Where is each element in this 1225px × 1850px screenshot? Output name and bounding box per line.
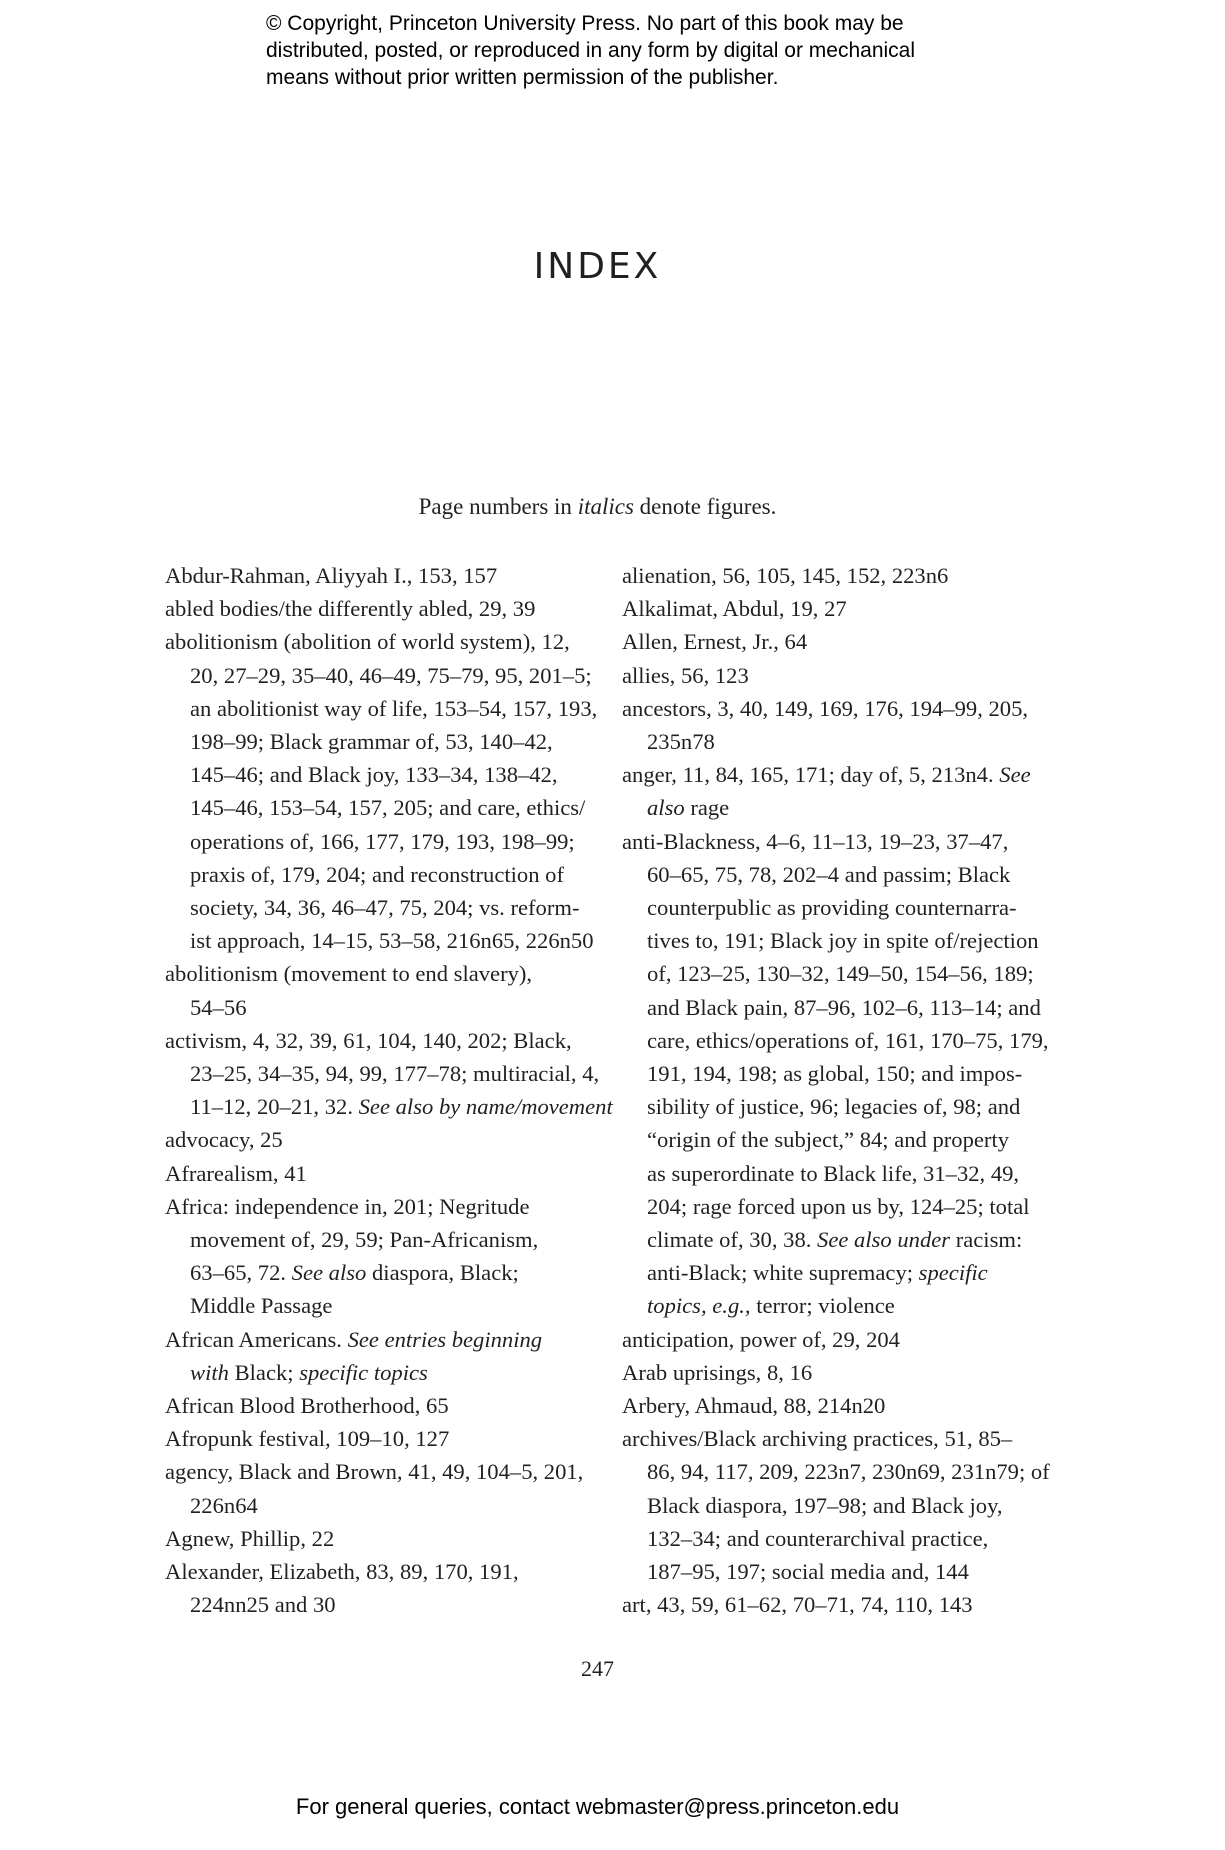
index-entry-line (622, 1389, 1042, 1422)
entry-text: rage (684, 795, 730, 821)
index-entry-line (622, 957, 1042, 990)
index-entry (165, 1522, 585, 1555)
index-entry-line (622, 1555, 1042, 1588)
entry-text: 132–34; and counterarchival practice, (647, 1525, 989, 1551)
entry-text: Arbery, Ahmaud, 88, 214n20 (622, 1393, 886, 1419)
index-entry-line (165, 559, 585, 592)
entry-text: 63–65, 72. (190, 1260, 292, 1286)
index-entry-line (622, 592, 1042, 625)
entry-text: care, ethics/operations of, 161, 170–75, 179, (647, 1027, 1049, 1053)
index-entry-line (622, 659, 1042, 692)
index-entry-line (622, 1223, 1042, 1256)
entry-text: 11–12, 20–21, 32. (190, 1094, 359, 1120)
entry-text: counterpublic as providing counternarra- (647, 895, 1017, 921)
entry-text: Alexander, Elizabeth, 83, 89, 170, 191, (165, 1559, 519, 1585)
index-entry-line (165, 1489, 585, 1522)
copyright-line: © Copyright, Princeton University Press. No part of this book may be (266, 12, 904, 35)
index-entry-line (622, 1323, 1042, 1356)
entry-text: Afropunk festival, 109–10, 127 (165, 1426, 450, 1452)
entry-text: terror; violence (750, 1293, 895, 1319)
entry-text: 86, 94, 117, 209, 223n7, 230n69, 231n79; of (647, 1459, 1050, 1485)
entry-text: advocacy, 25 (165, 1127, 283, 1153)
index-entry-line (622, 1256, 1042, 1289)
entry-text: racism: (950, 1227, 1023, 1253)
entry-text: ist approach, 14–15, 53–58, 216n65, 226n50 (190, 928, 594, 954)
index-entry-line (165, 957, 585, 990)
index-entry-line (165, 1024, 585, 1057)
entry-text: anticipation, power of, 29, 204 (622, 1326, 900, 1352)
entry-text: ancestors, 3, 40, 149, 169, 176, 194–99, 205, (622, 695, 1029, 721)
entry-text: African Americans. (165, 1326, 348, 1352)
note-before: Page numbers in (418, 494, 578, 519)
page-number: 247 (581, 1656, 614, 1681)
entry-text: 54–56 (190, 994, 247, 1020)
index-entry (622, 625, 1042, 658)
entry-text: anti-Blackness, 4–6, 11–13, 19–23, 37–47, (622, 828, 1009, 854)
index-entry-line (622, 924, 1042, 957)
index-entry-line (165, 758, 585, 791)
index-entry-line (165, 725, 585, 758)
index-entry-line (622, 891, 1042, 924)
index-entry (622, 659, 1042, 692)
index-entry (165, 1455, 585, 1521)
index-entry-line (165, 891, 585, 924)
entry-text: diaspora, Black; (366, 1260, 519, 1286)
index-entry-line (165, 1555, 585, 1588)
index-entry-line (622, 1522, 1042, 1555)
index-entry-line (622, 725, 1042, 758)
entry-text: anti-Black; white supremacy; (647, 1260, 919, 1286)
index-entry (622, 559, 1042, 592)
index-entry-line (622, 1455, 1050, 1488)
index-entry-line (622, 692, 1042, 725)
index-entry (622, 758, 1042, 824)
index-entry (165, 1422, 585, 1455)
entry-text: as superordinate to Black life, 31–32, 49, (647, 1160, 1020, 1186)
entry-text: alienation, 56, 105, 145, 152, 223n6 (622, 563, 949, 588)
index-entry-line (622, 1157, 1042, 1190)
entry-text: operations of, 166, 177, 179, 193, 198–99; (190, 828, 575, 854)
entry-text: movement of, 29, 59; Pan-Africanism, (190, 1227, 539, 1253)
entry-text: Black diaspora, 197–98; and Black joy, (647, 1492, 1003, 1518)
index-entry-line (165, 1256, 585, 1289)
index-entry-line (165, 1057, 600, 1090)
note-after: denote figures. (633, 494, 777, 519)
index-entry (622, 692, 1042, 758)
index-entry (165, 1157, 585, 1190)
index-entry-line (622, 1356, 1042, 1389)
index-entry-line (165, 858, 585, 891)
copyright-notice (266, 10, 1026, 91)
index-entry (165, 592, 585, 625)
index-entry-line (622, 1090, 1042, 1123)
italic-text: topics, e.g., (647, 1293, 751, 1319)
entry-text: climate of, 30, 38. (647, 1227, 818, 1253)
index-entry (622, 1422, 1050, 1588)
index-entry (622, 1323, 1042, 1356)
entry-text: abolitionism (abolition of world system), 12, (165, 629, 570, 655)
index-entry-line (165, 825, 585, 858)
index-entry (165, 1024, 613, 1124)
italic-text: See also under (817, 1227, 951, 1253)
entry-text: 145–46; and Black joy, 133–34, 138–42, (190, 762, 558, 788)
entry-text: 145–46, 153–54, 157, 205; and care, ethics/ (190, 795, 586, 821)
entry-text: Allen, Ernest, Jr., 64 (622, 629, 808, 655)
index-entry-line (622, 625, 1042, 658)
entry-text: allies, 56, 123 (622, 662, 749, 688)
index-column-right (622, 559, 1050, 1622)
index-entry (165, 1123, 585, 1156)
entry-text: activism, 4, 32, 39, 61, 104, 140, 202; Black, (165, 1027, 572, 1053)
entry-text: abled bodies/the differently abled, 29, 39 (165, 596, 536, 622)
italic-text: specific topics (299, 1359, 428, 1385)
index-entry-line (622, 825, 1042, 858)
entry-text: 23–25, 34–35, 94, 99, 177–78; multiracial, 4, (190, 1061, 600, 1087)
entry-text: of, 123–25, 130–32, 149–50, 154–56, 189; (647, 961, 1034, 987)
index-entry (165, 625, 598, 957)
index-entry-line (622, 1057, 1042, 1090)
index-entry (622, 1389, 1042, 1422)
entry-text: Arab uprisings, 8, 16 (622, 1359, 813, 1385)
entry-text: Agnew, Phillip, 22 (165, 1525, 335, 1551)
index-entry-line (622, 791, 1042, 824)
index-entry (165, 1190, 585, 1323)
index-entry-line (165, 1422, 585, 1455)
index-entry-line (165, 1157, 585, 1190)
index-entry-line (165, 1190, 585, 1223)
entry-text: African Blood Brotherhood, 65 (165, 1393, 449, 1419)
entry-text: and Black pain, 87–96, 102–6, 113–14; and (647, 994, 1041, 1020)
index-entry-line (165, 1389, 585, 1422)
index-entry-line (165, 625, 585, 658)
index-entry (165, 957, 585, 1023)
entry-text: 204; rage forced upon us by, 124–25; total (647, 1193, 1030, 1219)
entry-text: tives to, 191; Black joy in spite of/rejection (647, 928, 1039, 954)
entry-text: Alkalimat, Abdul, 19, 27 (622, 596, 847, 622)
note-italic: italics (577, 494, 634, 519)
entry-text: 191, 194, 198; as global, 150; and impos- (647, 1061, 1023, 1087)
entry-text: art, 43, 59, 61–62, 70–71, 74, 110, 143 (622, 1592, 973, 1618)
index-entry (165, 559, 585, 592)
italic-text: with (190, 1359, 229, 1385)
entry-text: 187–95, 197; social media and, 144 (647, 1559, 969, 1585)
index-entry-line (165, 1289, 585, 1322)
entry-text: anger, 11, 84, 165, 171; day of, 5, 213n4. (622, 762, 1000, 788)
italic-text: also (647, 795, 685, 821)
entry-text: archives/Black archiving practices, 51, 85– (622, 1426, 1013, 1452)
entry-text: Abdur-Rahman, Aliyyah I., 153, 157 (165, 563, 498, 588)
entry-text: Middle Passage (190, 1293, 333, 1319)
entry-text: sibility of justice, 96; legacies of, 98; and (647, 1094, 1021, 1120)
italics-note (0, 494, 1195, 520)
index-entry (165, 1389, 585, 1422)
index-entry-line (165, 1123, 585, 1156)
entry-text: 224nn25 and 30 (190, 1592, 336, 1618)
index-entry (622, 825, 1049, 1323)
entry-text: agency, Black and Brown, 41, 49, 104–5, 201, (165, 1459, 584, 1485)
italic-text: See also (291, 1260, 367, 1286)
index-entry-line (165, 1223, 585, 1256)
index-entry-line (622, 1489, 1042, 1522)
index-entry-line (622, 1024, 1049, 1057)
italic-text: See (999, 762, 1031, 788)
index-entry (622, 592, 1042, 625)
italic-text: See also by name/movement (358, 1094, 613, 1120)
entry-text: praxis of, 179, 204; and reconstruction of (190, 861, 564, 887)
entry-text: Africa: independence in, 201; Negritude (165, 1193, 530, 1219)
index-entry-line (622, 1588, 1042, 1621)
index-entry-line (165, 592, 585, 625)
index-entry-line (165, 1455, 585, 1488)
index-entry-line (622, 559, 1042, 592)
index-entry-line (165, 1323, 585, 1356)
entry-text: an abolitionist way of life, 153–54, 157, 193, (190, 695, 598, 721)
entry-text: 198–99; Black grammar of, 53, 140–42, (190, 729, 553, 755)
index-entry-line (165, 924, 594, 957)
index-entry-line (165, 1356, 585, 1389)
entry-text: society, 34, 36, 46–47, 75, 204; vs. reform- (190, 895, 580, 921)
index-entry-line (622, 1422, 1042, 1455)
footer-contact: For general queries, contact webmaster@press.princeton.edu (295, 1794, 900, 1819)
index-column-left (165, 559, 613, 1622)
index-entry-line (622, 991, 1042, 1024)
index-entry-line (165, 1522, 585, 1555)
entry-text: Black; (228, 1359, 300, 1385)
index-entry-line (622, 858, 1042, 891)
copyright-line: means without prior written permission of the publisher. (266, 66, 779, 89)
italic-text: See entries beginning (347, 1326, 543, 1352)
entry-text: 60–65, 75, 78, 202–4 and passim; Black (647, 861, 1011, 887)
entry-text: 226n64 (190, 1492, 258, 1518)
index-entry-line (165, 791, 585, 824)
italic-text: specific (918, 1260, 988, 1286)
page-title: INDEX (533, 246, 662, 287)
entry-text: “origin of the subject,” 84; and property (647, 1127, 1010, 1153)
index-entry (622, 1588, 1042, 1621)
entry-text: Afrarealism, 41 (165, 1160, 307, 1186)
index-entry (165, 1555, 585, 1621)
index-entry-line (622, 1289, 1042, 1322)
index-entry-line (622, 1190, 1042, 1223)
index-entry (622, 1356, 1042, 1389)
index-entry-line (622, 1123, 1042, 1156)
index-entry (165, 1323, 585, 1389)
index-entry-line (622, 758, 1042, 791)
index-entry-line (165, 692, 598, 725)
index-entry-line (165, 1588, 585, 1621)
entry-text: 20, 27–29, 35–40, 46–49, 75–79, 95, 201–5; (190, 662, 592, 688)
copyright-line: distributed, posted, or reproduced in any form by digital or mechanical (266, 39, 916, 62)
index-entry-line (165, 1090, 613, 1123)
index-entry-line (165, 659, 592, 692)
index-entry-line (165, 991, 585, 1024)
entry-text: abolitionism (movement to end slavery), (165, 961, 533, 987)
entry-text: 235n78 (647, 729, 715, 755)
